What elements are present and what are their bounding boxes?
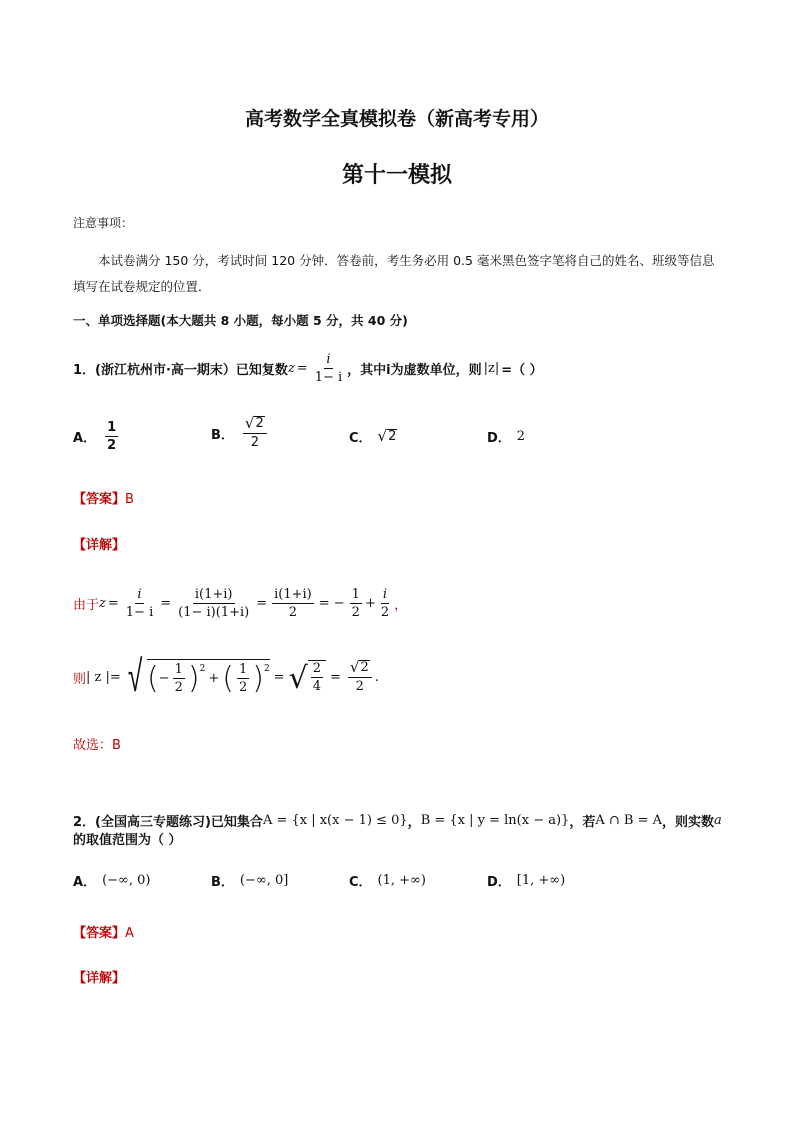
q1-step2-frac2-den: 2 xyxy=(238,680,248,695)
q1-step1-eq3: = xyxy=(256,596,268,611)
q2-option-a-value: (−∞, 0) xyxy=(102,873,151,888)
q1-step2-absz: | z |= xyxy=(86,669,121,685)
q2-option-b-value: (−∞, 0] xyxy=(239,873,289,888)
right-paren-icon: ) xyxy=(187,660,200,696)
q1-step2-frac4-sqrt xyxy=(350,660,370,675)
q1-step2-frac2-num: 1 xyxy=(238,662,248,677)
q1-step1-frac4-num: 1 xyxy=(351,587,360,602)
q1-option-b-radicand: 2 xyxy=(255,416,264,431)
q2-option-b xyxy=(211,871,288,890)
q1-step1-frac5-den: 2 xyxy=(380,605,390,620)
q2-separator: ， xyxy=(407,815,421,830)
q2-cond-suffix: ，则实数 xyxy=(662,815,715,830)
q1-option-b-sqrt xyxy=(245,416,265,431)
q1-option-a-fraction xyxy=(105,420,118,453)
q1-answer xyxy=(73,488,134,507)
q1-step1-eq1: = xyxy=(107,596,119,611)
q1-prefix: 1．(浙江杭州市·高一期末）已知复数 xyxy=(73,363,288,378)
q1-step2-math xyxy=(86,651,379,702)
q2-detail-tag: 【详解】 xyxy=(73,971,126,986)
q1-step1-frac2-num: i(1+i) xyxy=(194,587,233,602)
big-sqrt-icon: √ xyxy=(127,651,143,702)
q1-step1-frac2 xyxy=(176,587,251,620)
q1-step1-frac5 xyxy=(379,587,391,620)
q1-option-b-den: 2 xyxy=(250,435,259,450)
q1-step2-frac4-num xyxy=(348,660,372,678)
q1-step1-frac3 xyxy=(272,587,314,620)
q1-tail: =（ ） xyxy=(501,363,543,378)
q1-absz: |z| xyxy=(483,361,500,376)
q1-step2-frac1-den: 2 xyxy=(174,680,183,695)
q2-option-d-label: D． xyxy=(487,875,511,890)
q1-option-d xyxy=(487,427,525,446)
q1-step1-frac4 xyxy=(350,587,362,620)
question-1-stem xyxy=(73,352,543,385)
q1-option-c xyxy=(349,427,397,446)
q1-step1-end: ， xyxy=(394,598,408,613)
q2-set-a: A = {x | x(x − 1) ≤ 0} xyxy=(262,813,408,828)
left-paren-icon: ( xyxy=(222,660,234,696)
q1-answer-value: B xyxy=(125,492,134,507)
q1-step2-radicand xyxy=(147,659,270,695)
q1-step2-end: . xyxy=(374,669,379,685)
sqrt-icon: √ xyxy=(349,658,360,676)
q1-step2-square-2: 2 xyxy=(263,663,270,674)
q2-prefix: 2．(全国高三专题练习)已知集合 xyxy=(73,815,263,830)
q1-detail-tag: 【详解】 xyxy=(73,538,126,553)
q1-answer-tag: 【答案】 xyxy=(73,492,126,507)
q1-step1-prefix: 由于 xyxy=(73,598,100,613)
q1-frac-den: 1− i xyxy=(314,370,343,385)
q1-conclusion-label: 故选： xyxy=(73,738,113,753)
notice-body: 本试卷满分 150 分，考试时间 120 分钟．答卷前，考生务必用 0.5 毫米黑色签字笔将自己的姓名、班级等信息填写在试卷规定的位置． xyxy=(73,253,715,294)
q1-option-c-sqrt xyxy=(378,429,398,444)
q1-option-c-label: C． xyxy=(349,431,372,446)
q2-var-a: a xyxy=(714,813,722,828)
q1-step2-prefix: 则 xyxy=(73,671,87,687)
q1-option-b-fraction xyxy=(243,416,267,450)
q1-step1-math xyxy=(99,587,394,620)
q2-option-b-label: B． xyxy=(211,875,234,890)
exam-subtitle: 第十一模拟 xyxy=(341,163,452,188)
q1-step2-eq1: = xyxy=(273,669,285,685)
sqrt-icon: √ xyxy=(244,414,255,432)
q1-option-d-value: 2 xyxy=(516,429,526,444)
q2-stem-second-line xyxy=(73,821,182,848)
q1-option-b xyxy=(211,416,270,450)
q2-line2-label: 的取值范围为（ ） xyxy=(73,833,182,848)
q2-detail-heading xyxy=(73,967,125,986)
section-title: 一、单项选择题(本大题共 8 小题，每小题 5 分，共 40 分) xyxy=(73,313,408,328)
q1-step2-frac4-den: 2 xyxy=(355,679,364,694)
q1-step2-frac2 xyxy=(237,662,249,695)
q1-step1-frac1 xyxy=(124,587,155,620)
q1-option-a-num: 1 xyxy=(107,420,117,435)
sqrt-icon: √ xyxy=(288,661,308,696)
q1-step2-eq2: = xyxy=(329,669,341,685)
q2-option-d xyxy=(487,871,565,890)
q2-cond-prefix: ，若 xyxy=(569,815,596,830)
sqrt-icon: √ xyxy=(377,427,388,445)
q1-step1-frac1-den: 1− i xyxy=(125,605,154,620)
q1-solution-step-1 xyxy=(73,587,407,620)
q1-solution-step-2 xyxy=(73,651,379,702)
q1-step1-frac3-num: i(1+i) xyxy=(274,587,312,602)
q1-step1-plus: + xyxy=(364,596,376,611)
q1-option-a xyxy=(73,420,121,453)
q1-conclusion-value: B xyxy=(112,738,121,753)
q1-middle: ，其中i为虚数单位，则 xyxy=(347,363,482,378)
q1-step2-plus: + xyxy=(208,671,220,686)
q2-option-c-value: (1, +∞) xyxy=(377,873,426,888)
q1-eq: = xyxy=(296,361,308,376)
q2-option-a xyxy=(73,871,150,890)
q2-set-b: B = {x | y = ln(x − a)} xyxy=(420,813,570,828)
q1-step2-frac4-radicand: 2 xyxy=(360,660,369,675)
q1-step1-eq4: = − xyxy=(318,596,345,611)
q2-option-c xyxy=(349,871,426,890)
q1-frac-num: i xyxy=(326,352,331,367)
q1-step1-frac4-den: 2 xyxy=(351,605,360,620)
q1-step1-frac5-num: i xyxy=(382,587,388,602)
q1-step2-square-1: 2 xyxy=(199,663,206,674)
q1-detail-heading xyxy=(73,534,125,553)
q1-step1-frac2-den: (1− i)(1+i) xyxy=(178,605,250,620)
q1-step2-frac3 xyxy=(311,661,323,694)
q1-option-b-label: B． xyxy=(211,427,234,443)
q2-answer xyxy=(73,922,134,941)
q2-condition: A ∩ B = A xyxy=(595,813,663,828)
q1-fraction xyxy=(313,352,344,385)
q1-var-z: z xyxy=(287,361,295,376)
q1-option-a-den: 2 xyxy=(107,438,117,453)
notice-heading: 注意事项： xyxy=(73,216,134,230)
q1-option-a-label: A． xyxy=(73,431,97,446)
right-paren-icon: ) xyxy=(252,660,264,696)
q1-option-d-label: D． xyxy=(487,431,511,446)
q2-answer-value: A xyxy=(125,926,134,941)
q1-conclusion xyxy=(73,734,121,753)
q2-option-c-label: C． xyxy=(349,875,372,890)
q1-step2-minus: − xyxy=(158,671,170,686)
q1-step2-frac3-num: 2 xyxy=(312,661,321,676)
left-paren-icon: ( xyxy=(146,660,159,696)
q1-step2-sqrt-frac-arg xyxy=(308,660,326,694)
q2-option-d-value: [1, +∞) xyxy=(516,873,566,888)
q1-option-b-num xyxy=(243,416,267,434)
q1-step2-frac4 xyxy=(348,660,372,694)
q2-option-a-label: A． xyxy=(73,875,97,890)
q1-step1-frac1-num: i xyxy=(137,587,142,602)
q1-step2-sqrt-frac xyxy=(289,660,326,694)
q1-step1-z: z xyxy=(99,596,106,611)
q1-step2-frac3-den: 4 xyxy=(312,679,321,694)
q2-answer-tag: 【答案】 xyxy=(73,926,126,941)
q1-step1-eq2: = xyxy=(160,596,172,611)
exam-title: 高考数学全真模拟卷（新高考专用） xyxy=(244,108,549,130)
q1-option-c-radicand: 2 xyxy=(388,429,397,444)
q1-step1-frac3-den: 2 xyxy=(288,605,298,620)
q1-step2-frac1 xyxy=(173,662,185,695)
q1-step2-frac1-num: 1 xyxy=(174,662,183,677)
